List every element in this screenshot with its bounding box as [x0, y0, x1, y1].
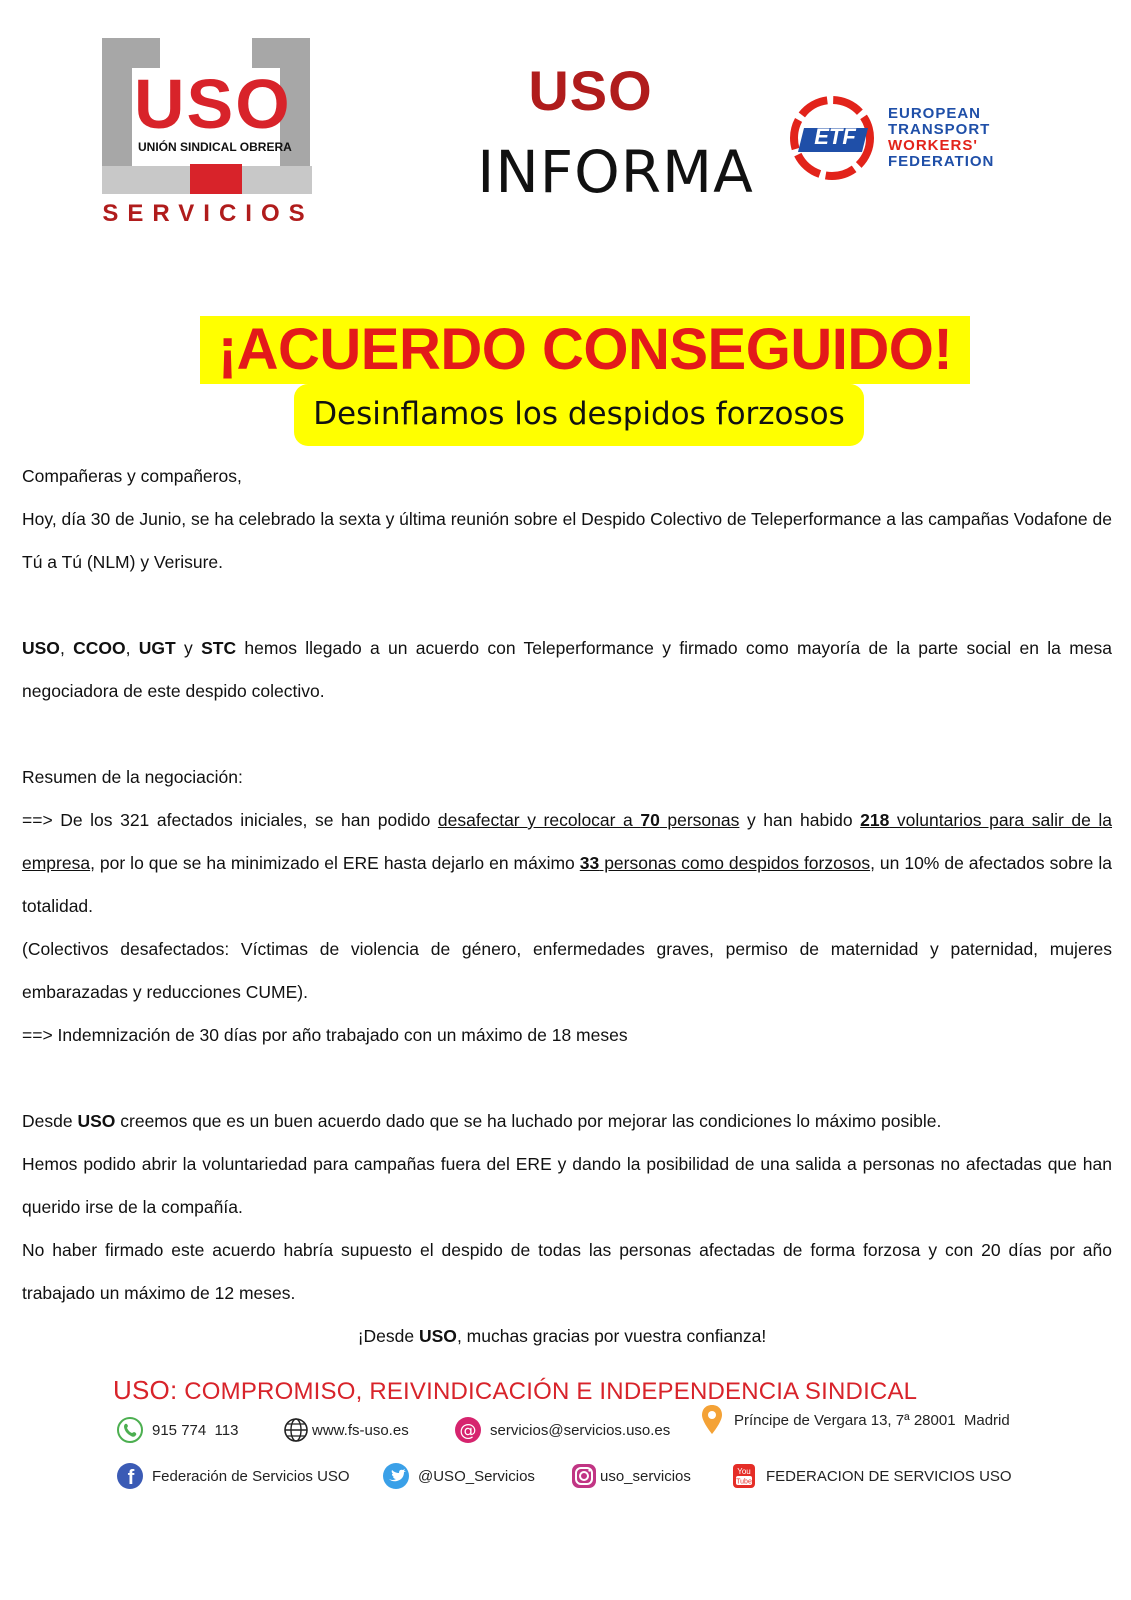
twitter-icon [382, 1462, 410, 1490]
headline-subtitle: Desinflamos los despidos forzosos [313, 396, 845, 432]
contact-email[interactable] [454, 1416, 670, 1444]
contact-web[interactable] [282, 1416, 409, 1444]
summary-bullet-2: ==> Indemnización de 30 días por año trabajado con un máximo de 18 meses [22, 1025, 628, 1045]
etf-line-3: WORKERS' [888, 137, 978, 154]
union-stc: STC [201, 638, 237, 658]
paragraph-consequence: No haber firmado este acuerdo habría supuesto el despido de todas las personas afectadas de forma forzosa y con 20 días por año trabajado un máximo de 12 meses. [22, 1240, 1112, 1303]
headline-title: ¡ACUERDO CONSEGUIDO! [217, 317, 953, 382]
facebook-link[interactable]: Federación de Servicios USO [152, 1467, 350, 1485]
youtube-icon [730, 1462, 758, 1490]
uso-logo-brand: USO [134, 65, 292, 143]
svg-text:@: @ [459, 1421, 477, 1441]
web-link[interactable]: www.fs-uso.es [312, 1421, 409, 1439]
volunteers-text: 218 voluntarios para salir de la empresa [22, 810, 1113, 873]
closing-line: ¡Desde USO, muchas gracias por vuestra confianza! [357, 1326, 767, 1346]
contact-facebook[interactable] [116, 1462, 350, 1490]
union-ugt: UGT [138, 638, 176, 658]
paragraph-voluntary: Hemos podido abrir la voluntariedad para campañas fuera del ERE y dando la posibilidad de una salida a personas no afectadas que han querido irse de la compañía. [22, 1154, 1112, 1217]
location-pin-icon [698, 1406, 726, 1434]
phone-icon [116, 1416, 144, 1444]
header-title-informa: INFORMA [477, 138, 754, 206]
svg-text:f: f [127, 1467, 135, 1489]
summary-heading: Resumen de la negociación: [22, 767, 243, 787]
paragraph-opinion: Desde USO creemos que es un buen acuerdo dado que se ha luchado por mejorar las condiciones lo máximo posible. [22, 1111, 942, 1131]
contact-youtube[interactable] [730, 1462, 1012, 1490]
globe-icon [282, 1416, 310, 1444]
contact-twitter[interactable] [382, 1462, 535, 1490]
etf-line-2: TRANSPORT [888, 121, 991, 138]
email-link[interactable]: servicios@servicios.uso.es [490, 1421, 671, 1439]
greeting: Compañeras y compañeros, [22, 466, 242, 486]
relocated-text: desafectar y recolocar a 70 personas [437, 810, 740, 830]
email-icon [454, 1416, 482, 1444]
paragraph-meeting: Hoy, día 30 de Junio, se ha celebrado la sexta y última reunión sobre el Despido Colectivo de Teleperformance a las campañas Vodafone de Tú a Tú (NLM) y Verisure. [22, 509, 1112, 572]
letter-body [22, 455, 1112, 1358]
contact-phone [116, 1416, 238, 1444]
contact-instagram[interactable] [570, 1462, 691, 1490]
facebook-icon [116, 1462, 144, 1490]
forced-layoffs-text: 33 personas como despidos forzosos [579, 853, 871, 873]
summary-bullet-1: ==> De los 321 afectados iniciales, se han podido desafectar y recolocar a 70 personas y han habido 218 voluntarios para salir de la empresa, por lo que se ha minimizado el ERE hasta dejarlo en máximo 33 personas como despidos forzosos, un 10% de afectados sobre la totalidad. [22, 810, 1113, 916]
phone-text: 915 774 113 [152, 1421, 239, 1439]
etf-emblem-label: ETF [814, 124, 856, 149]
uso-logo-division: SERVICIOS [102, 200, 314, 227]
address-text: Príncipe de Vergara 13, 7ª 28001 Madrid [734, 1411, 1010, 1429]
etf-logo [800, 90, 1040, 190]
instagram-icon [570, 1462, 598, 1490]
instagram-link[interactable]: uso_servicios [600, 1467, 691, 1485]
header-title-uso: USO [528, 59, 653, 122]
etf-logo-text [888, 106, 994, 170]
etf-line-4: FEDERATION [888, 153, 995, 170]
summary-note: (Colectivos desafectados: Víctimas de violencia de género, enfermedades graves, permiso de maternidad y paternidad, mujeres embarazadas y reducciones CUME). [22, 939, 1112, 1002]
youtube-link[interactable]: FEDERACION DE SERVICIOS USO [766, 1467, 1012, 1485]
etf-line-1: EUROPEAN [888, 105, 982, 122]
union-uso: USO [22, 638, 60, 658]
paragraph-agreement: USO, CCOO, UGT y STC hemos llegado a un acuerdo con Teleperformance y firmado como mayoría de la parte social en la mesa negociadora de este despido colectivo. [22, 638, 1112, 701]
uso-logo-subtitle: UNIÓN SINDICAL OBRERA [138, 140, 292, 154]
svg-text:Tube: Tube [736, 1478, 752, 1486]
svg-text:You: You [737, 1467, 751, 1476]
contact-address [698, 1406, 1010, 1434]
footer-motto: USO: COMPROMISO, REIVINDICACIÓN E INDEPENDENCIA SINDICAL [113, 1375, 918, 1405]
twitter-link[interactable]: @USO_Servicios [418, 1467, 535, 1485]
union-ccoo: CCOO [73, 638, 126, 658]
